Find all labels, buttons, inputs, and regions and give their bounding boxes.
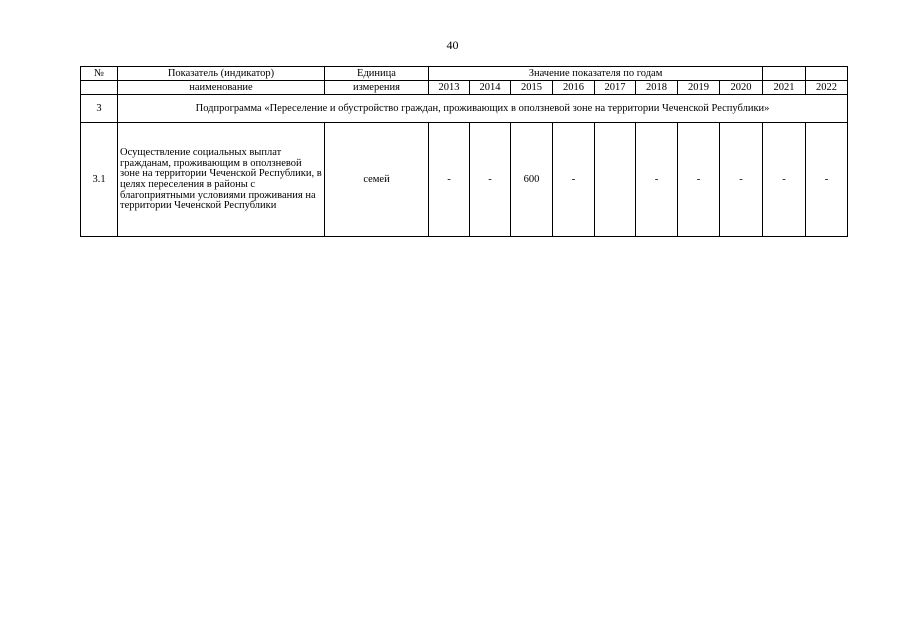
header-num-cont (81, 81, 118, 95)
page-number: 40 (446, 38, 459, 52)
year-header: 2021 (763, 81, 806, 95)
row-value: - (470, 123, 511, 237)
header-indicator-name: наименование (118, 81, 325, 95)
year-header: 2015 (511, 81, 553, 95)
header-num: № (81, 67, 118, 81)
header-blank-2 (806, 67, 848, 81)
row-value: - (553, 123, 595, 237)
row-value: - (763, 123, 806, 237)
row-value: - (720, 123, 763, 237)
indicators-table (80, 66, 848, 237)
row-num: 3.1 (81, 123, 118, 237)
row-value: 600 (511, 123, 553, 237)
row-value (595, 123, 636, 237)
header-row-2 (81, 81, 848, 95)
table-row (81, 123, 848, 237)
row-value: - (678, 123, 720, 237)
row-value: - (636, 123, 678, 237)
header-indicator: Показатель (индикатор) (118, 67, 325, 81)
year-header: 2016 (553, 81, 595, 95)
year-header: 2018 (636, 81, 678, 95)
row-unit: семей (325, 123, 429, 237)
row-value: - (429, 123, 470, 237)
row-indicator-cell (118, 123, 325, 237)
year-header: 2019 (678, 81, 720, 95)
header-blank-1 (763, 67, 806, 81)
subprogram-row (81, 95, 848, 123)
row-indicator-name: Осуществление социальных выплат гражданам, проживающим в оползневой зоне на территории Чеченской Республики, в целях переселения в районы с благоприятными условиями проживания на территории Чеченской Республики (120, 147, 322, 212)
header-row-1 (81, 67, 848, 81)
year-header: 2014 (470, 81, 511, 95)
header-unit: Единица (325, 67, 429, 81)
row-value: - (806, 123, 848, 237)
year-header: 2013 (429, 81, 470, 95)
header-unit-measure: измерения (325, 81, 429, 95)
year-header: 2022 (806, 81, 848, 95)
subprogram-num: 3 (81, 95, 118, 123)
year-header: 2017 (595, 81, 636, 95)
subprogram-title: Подпрограмма «Переселение и обустройство граждан, проживающих в оползневой зоне на территории Чеченской Республики» (118, 95, 848, 123)
header-values-by-year: Значение показателя по годам (429, 67, 763, 81)
year-header: 2020 (720, 81, 763, 95)
